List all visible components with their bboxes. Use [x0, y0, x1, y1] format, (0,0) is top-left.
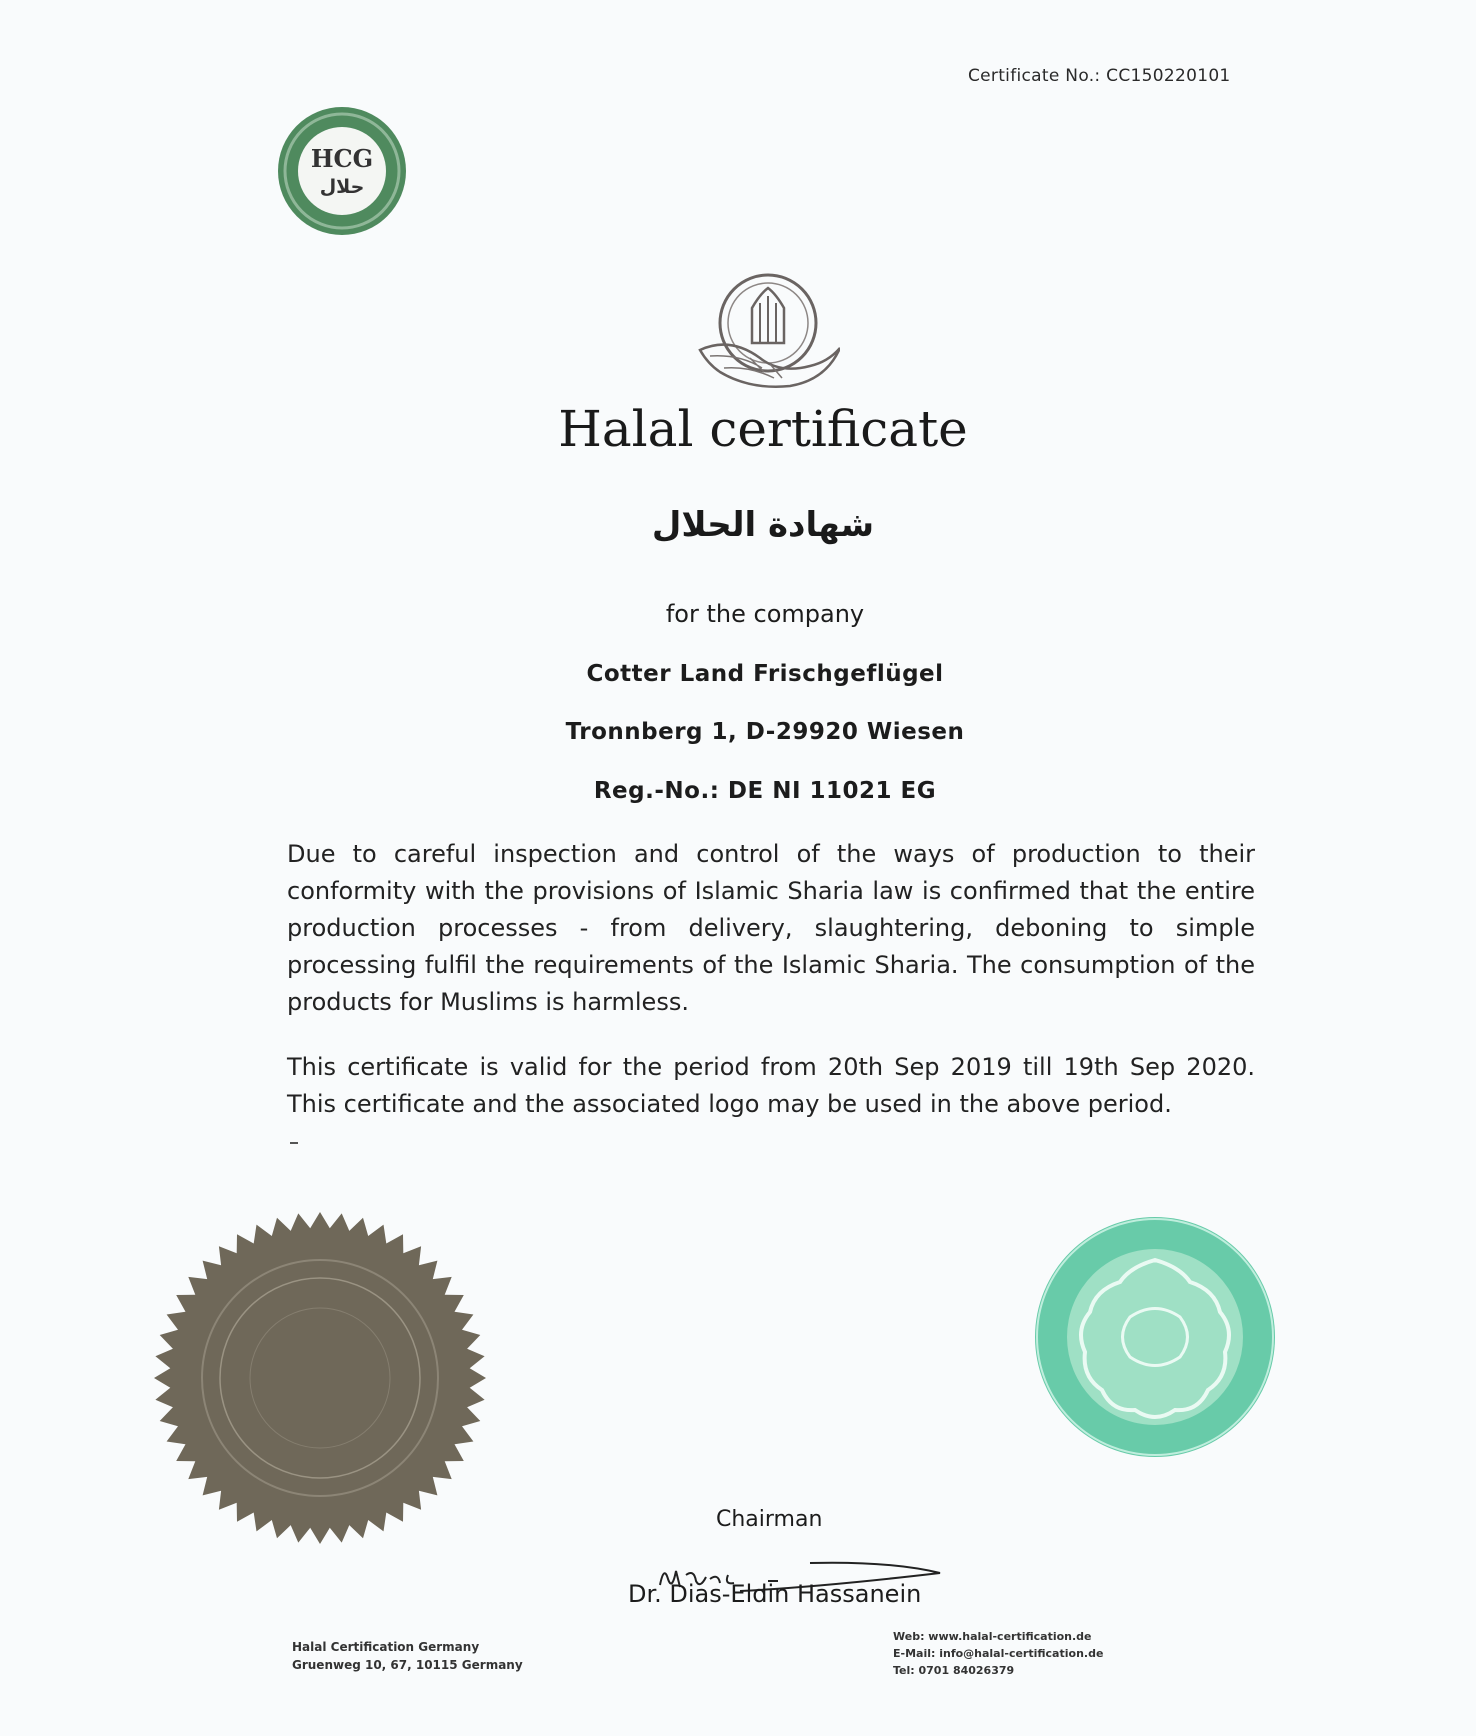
embossed-seal	[150, 1208, 490, 1548]
certificate-title: Halal certificate	[558, 400, 968, 458]
company-intro: for the company	[665, 600, 865, 628]
footer-email: E-Mail: info@halal-certification.de	[893, 1647, 1104, 1660]
signatory-role: Chairman	[716, 1507, 823, 1532]
validity-statement: This certificate is valid for the period from 20th Sep 2019 till 19th Sep 2020. This certificate and the associated logo may be used in the above period.	[287, 1053, 1255, 1118]
footer-contact	[893, 1628, 1103, 1679]
badge-arabic-text: حلال	[319, 176, 365, 198]
footer-left-line2: Gruenweg 10, 67, 10115 Germany	[292, 1658, 523, 1672]
company-name: Cotter Land Frischgeflügel	[586, 661, 944, 687]
certificate-number: Certificate No.: CC150220101	[968, 66, 1231, 86]
company-address: Tronnberg 1, D-29920 Wiesen	[565, 719, 965, 745]
registration-number: Reg.-No.: DE NI 11021 EG	[593, 778, 937, 804]
footer-phone: Tel: 0701 84026379	[893, 1664, 1015, 1677]
hcg-logo-badge	[275, 104, 409, 238]
dash-mark	[290, 1142, 298, 1144]
signatory-name: Dr. Dias-Eldin Hassanein	[628, 1580, 922, 1608]
hands-mosque-emblem	[690, 268, 840, 398]
green-rubber-stamp	[1030, 1212, 1280, 1462]
footer-left-line1: Halal Certification Germany	[292, 1640, 480, 1654]
footer-address	[292, 1638, 523, 1674]
certification-statement: Due to careful inspection and control of the ways of production to their conformity with the provisions of Islamic Sharia law is confirmed that the entire production processes - from delivery, slaughtering, deboning to simple processing fulfil the requirements of the Islamic Sharia. The consumption of the products for Muslims is harmless.	[287, 840, 1255, 1016]
badge-brand-text: HCG	[310, 144, 374, 173]
certificate-title-arabic: شهادة الحلال	[651, 505, 875, 545]
footer-website: Web: www.halal-certification.de	[893, 1630, 1092, 1643]
